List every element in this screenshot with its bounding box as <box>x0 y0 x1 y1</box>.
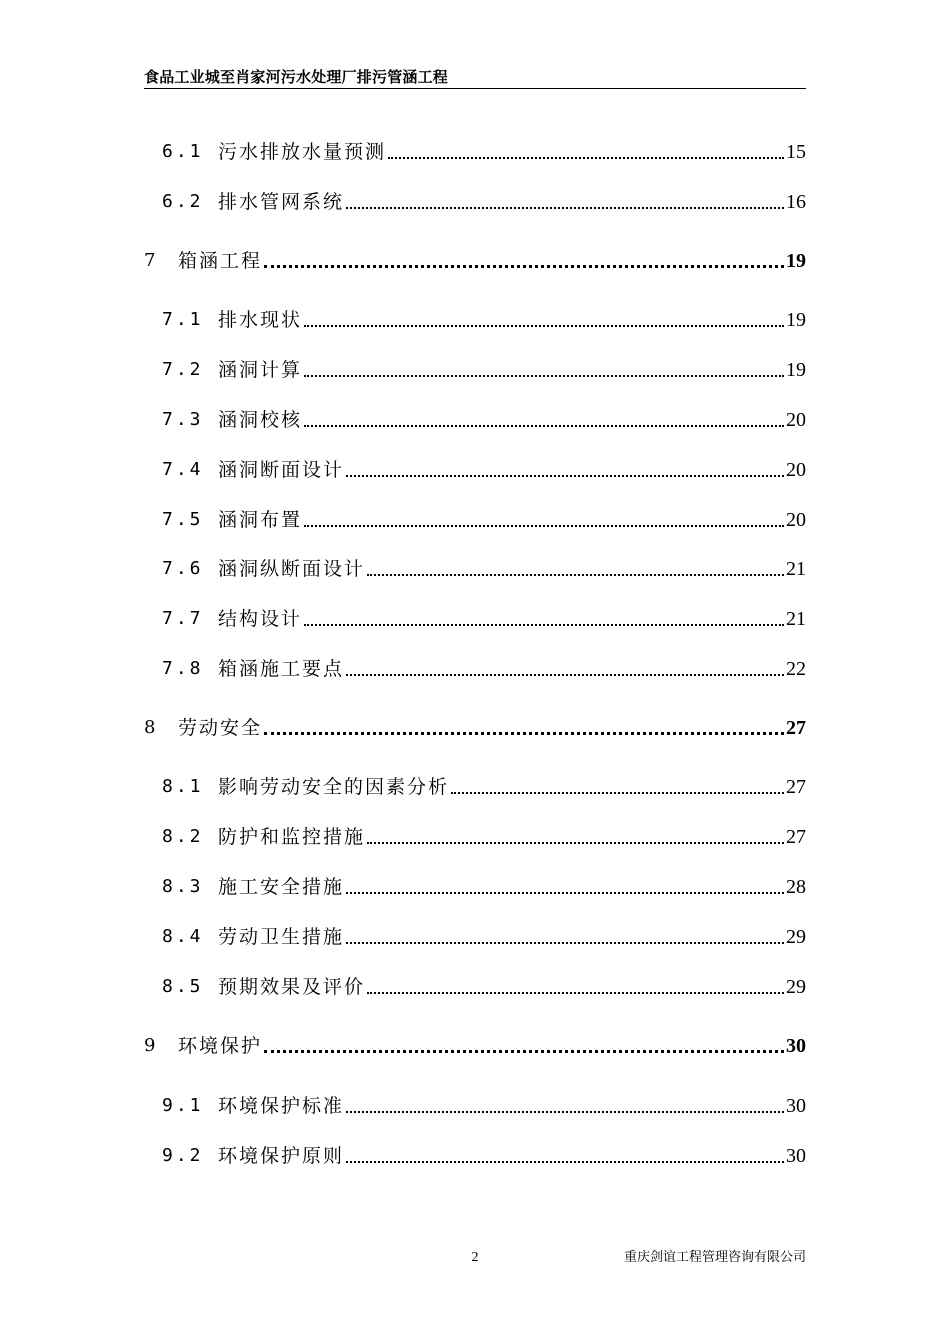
toc-page-number: 28 <box>786 876 806 898</box>
toc-page-number: 30 <box>786 1035 806 1057</box>
toc-title: 劳动安全 <box>178 717 263 739</box>
toc-page-number: 21 <box>786 608 806 630</box>
toc-number: 7.7 <box>162 608 204 629</box>
document-title: 食品工业城至肖家河污水处理厂排污管涵工程 <box>144 68 449 86</box>
toc-leader-dots <box>346 674 784 676</box>
toc-leader-dots <box>264 1050 784 1053</box>
toc-title: 箱涵工程 <box>178 250 263 272</box>
toc-leader-dots <box>304 624 784 626</box>
toc-number: 9.2 <box>162 1145 204 1166</box>
toc-number: 7.1 <box>162 309 204 330</box>
toc-leader-dots <box>346 207 784 209</box>
toc-number: 8.2 <box>162 826 204 847</box>
footer-page-number: 2 <box>471 1250 479 1265</box>
toc-leader-dots <box>346 892 784 894</box>
toc-leader-dots <box>264 265 784 268</box>
toc-title: 涵洞断面设计 <box>218 459 345 481</box>
toc-entry-9-1[interactable] <box>162 1089 806 1119</box>
toc-page-number: 30 <box>786 1095 806 1117</box>
toc-entry-8-1[interactable] <box>162 770 806 800</box>
toc-number: 7.8 <box>162 658 204 679</box>
toc-title: 预期效果及评价 <box>218 976 366 998</box>
toc-page-number: 19 <box>786 250 806 272</box>
toc-leader-dots <box>304 325 784 327</box>
toc-page-number: 27 <box>786 826 806 848</box>
toc-number: 7.2 <box>162 359 204 380</box>
toc-page-number: 29 <box>786 926 806 948</box>
toc-page-number: 27 <box>786 717 806 739</box>
toc-number: 7.3 <box>162 409 204 430</box>
toc-page-number: 22 <box>786 658 806 680</box>
toc-entry-7-7[interactable] <box>162 602 806 632</box>
toc-number: 7 <box>144 250 156 271</box>
toc-leader-dots <box>264 732 784 735</box>
toc-number: 7.5 <box>162 509 204 530</box>
toc-leader-dots <box>304 525 784 527</box>
toc-title: 涵洞计算 <box>218 359 303 381</box>
toc-page-number: 20 <box>786 509 806 531</box>
toc-title: 防护和监控措施 <box>218 826 366 848</box>
toc-page-number: 15 <box>786 141 806 163</box>
toc-number: 8.1 <box>162 776 204 797</box>
toc-leader-dots <box>346 942 784 944</box>
toc-number: 7.4 <box>162 459 204 480</box>
toc-entry-7-4[interactable] <box>162 453 806 483</box>
toc-title: 涵洞校核 <box>218 409 303 431</box>
toc-entry-7[interactable] <box>144 244 806 274</box>
toc-title: 排水管网系统 <box>218 191 345 213</box>
toc-number: 8.3 <box>162 876 204 897</box>
toc-entry-7-1[interactable] <box>162 303 806 333</box>
toc-entry-7-3[interactable] <box>162 403 806 433</box>
toc-page-number: 19 <box>786 359 806 381</box>
toc-title: 涵洞布置 <box>218 509 303 531</box>
toc-title: 环境保护标准 <box>218 1095 345 1117</box>
toc-number: 8.4 <box>162 926 204 947</box>
toc-entry-6-2[interactable] <box>162 185 806 215</box>
toc-leader-dots <box>451 792 784 794</box>
toc-title: 环境保护 <box>178 1035 263 1057</box>
toc-entry-6-1[interactable] <box>162 135 806 165</box>
toc-page-number: 27 <box>786 776 806 798</box>
toc-entry-7-5[interactable] <box>162 503 806 533</box>
toc-leader-dots <box>346 1111 784 1113</box>
toc-leader-dots <box>388 157 784 159</box>
toc-title: 箱涵施工要点 <box>218 658 345 680</box>
toc-number: 8.5 <box>162 976 204 997</box>
toc-leader-dots <box>367 842 784 844</box>
toc-leader-dots <box>367 574 784 576</box>
toc-entry-7-8[interactable] <box>162 652 806 682</box>
toc-title: 环境保护原则 <box>218 1145 345 1167</box>
toc-page-number: 21 <box>786 558 806 580</box>
toc-entry-9[interactable] <box>144 1029 806 1059</box>
toc-title: 劳动卫生措施 <box>218 926 345 948</box>
toc-leader-dots <box>304 425 784 427</box>
toc-entry-8-3[interactable] <box>162 870 806 900</box>
toc-entry-8-2[interactable] <box>162 820 806 850</box>
toc-page-number: 20 <box>786 459 806 481</box>
toc-title: 影响劳动安全的因素分析 <box>218 776 450 798</box>
toc-page-number: 30 <box>786 1145 806 1167</box>
toc-number: 9 <box>144 1035 156 1056</box>
toc-title: 排水现状 <box>218 309 303 331</box>
toc-entry-7-2[interactable] <box>162 353 806 383</box>
toc-number: 6.1 <box>162 141 204 162</box>
toc-entry-8[interactable] <box>144 711 806 741</box>
toc-title: 结构设计 <box>218 608 303 630</box>
toc-leader-dots <box>367 992 784 994</box>
toc-leader-dots <box>346 1161 784 1163</box>
toc-leader-dots <box>346 475 784 477</box>
toc-page-number: 20 <box>786 409 806 431</box>
footer-company-name: 重庆剑谊工程管理咨询有限公司 <box>623 1250 806 1265</box>
toc-leader-dots <box>304 375 784 377</box>
toc-number: 8 <box>144 717 156 738</box>
toc-page-number: 29 <box>786 976 806 998</box>
toc-number: 7.6 <box>162 558 204 579</box>
toc-number: 9.1 <box>162 1095 204 1116</box>
toc-entry-8-5[interactable] <box>162 970 806 1000</box>
toc-page-number: 19 <box>786 309 806 331</box>
toc-number: 6.2 <box>162 191 204 212</box>
toc-entry-9-2[interactable] <box>162 1139 806 1169</box>
toc-entry-8-4[interactable] <box>162 920 806 950</box>
toc-title: 涵洞纵断面设计 <box>218 558 366 580</box>
toc-title: 施工安全措施 <box>218 876 345 898</box>
toc-page-number: 16 <box>786 191 806 213</box>
toc-entry-7-6[interactable] <box>162 552 806 582</box>
toc-title: 污水排放水量预测 <box>218 141 387 163</box>
